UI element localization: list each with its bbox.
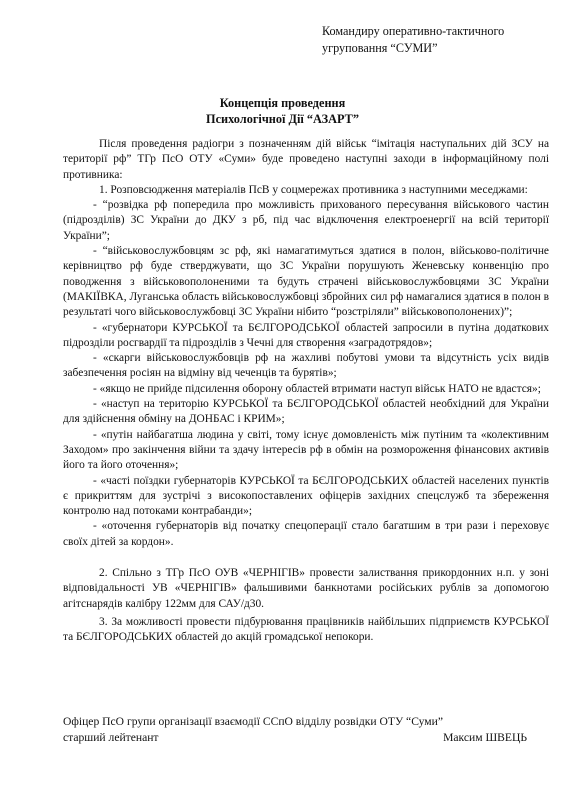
item2-paragraph: 2. Спільно з ТГр ПсО ОУВ «ЧЕРНІГІВ» провести залиствання прикордонних н.п. у зоні відповідальності УВ «ЧЕРНІГІВ» фальшивими банкнотами російських рублів за допомогою агітснарядів калібру 122мм для САУ/д30. bbox=[63, 567, 549, 610]
message-item: - «скарги військовослужбовців рф на жахливі побутові умови та відсутність усіх видів забезпечення росіян на відміну від чеченців та бурятів»; bbox=[63, 352, 549, 380]
message-item: - “військовослужбовцям зс рф, які намагатимуться здатися в полон, військово-політичне керівництво рф буде стверджувати, що ЗС України порушують Женевську конвенцію про поводження з військовополоненими та будуть страчені військовослужбовцями ЗС України (МАКІЇВКА, Луганська область військовослужбовці збройних сил рф намагалися здатися в полон в результаті чого військовослужбовці ЗС України нібито “розстріляли” військовополонених)”; bbox=[63, 245, 549, 319]
message-item: - «наступ на територію КУРСЬКОЇ та БЄЛГОРОДСЬКОЇ областей необхідний для України для здійснення обміну на ДОНБАС і КРИМ»; bbox=[63, 398, 549, 426]
message-item: - “розвідка рф попередила про можливість прихованого пересування військового частин (підрозділів) ЗС України до ДКУ з рб, під час відключення електроенергії на всій території України”; bbox=[63, 199, 549, 242]
addressee-line: Командиру оперативно-тактичного bbox=[322, 24, 505, 38]
message-item: - «путін найбагатша людина у світі, тому існує домовленість між путіним та «колективним Заходом» про закінчення війни та здачу інтересів рф в обмін на розмороження фінансових активів його та його оточення»; bbox=[63, 428, 549, 472]
document-body bbox=[63, 137, 549, 646]
message-item: - «якщо не прийде підсилення оборону областей втримати наступ військ НАТО не вдастся»; bbox=[93, 382, 541, 395]
message-item: - «часті поїздки губернаторів КУРСЬКОЇ та БЄЛГОРОДСЬКИХ областей населених пунктів є прикриттям для зустрічі з високопоставлених офіцерів західних спецслужб та збереження контролю над потоками контрабанди»; bbox=[63, 474, 549, 518]
title-line: Концепція проведення bbox=[219, 96, 346, 110]
message-item: - «оточення губернаторів від початку спецоперації стало багатшим в три рази і переховує своїх дітей за кордон». bbox=[63, 520, 549, 548]
signer-name: Максим ШВЕЦЬ bbox=[443, 730, 527, 744]
item1-heading: 1. Розповсюдження матеріалів ПсВ у соцмережах противника з наступними меседжами: bbox=[99, 183, 528, 196]
signer-position: Офіцер ПсО групи організації взаємодії ССпО відділу розвідки ОТУ “Суми” bbox=[63, 715, 443, 728]
addressee-line: угруповання “СУМИ” bbox=[322, 41, 438, 55]
signature-block bbox=[63, 714, 553, 745]
title-line: Психологічної Дії “АЗАРТ” bbox=[206, 112, 359, 126]
paragraph-spacer bbox=[63, 550, 549, 566]
message-item: - «губернатори КУРСЬКОЇ та БЄЛГОРОДСЬКОЇ областей запросили в путіна додаткових підрозділи росгвардії та підрозділів з Чечні для створення «заградотрядов»; bbox=[63, 321, 549, 349]
addressee-block bbox=[322, 23, 557, 57]
document-title bbox=[0, 95, 565, 127]
intro-paragraph: Після проведення радіогри з позначенням дій військ “імітація наступальних дій ЗСУ на території рф” ТГр ПсО ОТУ «Суми» буде проведено наступні заходи в інформаційному полі противника: bbox=[63, 138, 549, 181]
signer-rank: старший лейтенант bbox=[63, 730, 159, 744]
signer-row bbox=[63, 730, 553, 746]
item3-paragraph: 3. За можливості провести підбурювання працівників найбільших підприємств КУРСЬКОЇ та БЄЛГОРОДСЬКИХ областей до акцій громадської непокори. bbox=[63, 615, 549, 644]
